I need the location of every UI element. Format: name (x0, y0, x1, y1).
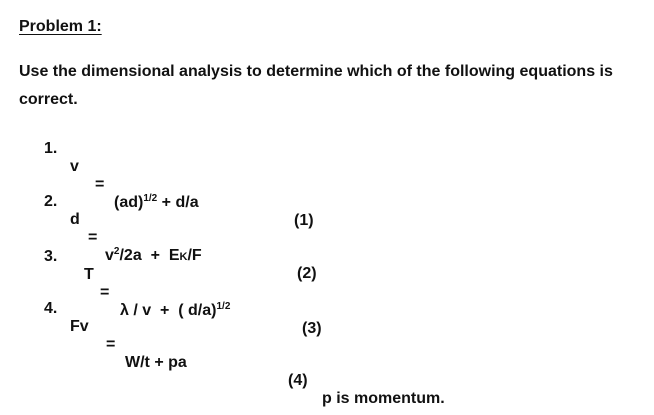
equation-2-rhs-subscript: K (179, 251, 188, 263)
equation-2-tag: (2) (297, 265, 317, 282)
equation-2-rhs-tail: /F (187, 247, 202, 264)
equation-1-lhs: v (70, 158, 79, 175)
equation-1-rhs-tail: + d/a (157, 194, 199, 211)
equation-1-rhs-base: (ad) (114, 194, 144, 211)
equation-3-number: 3. (44, 248, 58, 265)
problem-statement-line-2: correct. (19, 91, 78, 108)
equation-2-equals: = (88, 229, 98, 246)
equation-1-number: 1. (44, 140, 58, 157)
equation-2-rhs-exponent: 2 (113, 246, 120, 257)
equation-4-rhs: W/t + pa (125, 354, 187, 371)
equation-1-tag: (1) (294, 212, 314, 229)
equation-2-number: 2. (44, 193, 58, 210)
equation-4-lhs: Fv (70, 318, 89, 335)
equation-3-lhs: T (84, 266, 94, 283)
equation-1-rhs-exponent: 1/2 (143, 193, 158, 204)
problem-title: Problem 1: (19, 18, 102, 35)
problem-statement (19, 58, 639, 114)
equation-1-equals: = (95, 176, 105, 193)
equation-2-rhs-middle: /2a + E (119, 247, 180, 264)
equation-4-equals: = (106, 336, 116, 353)
equation-4-note: p is momentum. (322, 390, 445, 407)
equation-4-tag: (4) (288, 372, 308, 389)
equation-3-rhs-exponent: 1/2 (216, 301, 231, 312)
equation-4-number: 4. (44, 300, 58, 317)
problem-statement-line-1: Use the dimensional analysis to determine which of the following equations is (19, 63, 613, 80)
equation-3-rhs-base: λ / v + ( d/a) (120, 302, 217, 319)
equation-3-equals: = (100, 284, 110, 301)
equation-1 (0, 122, 654, 229)
equation-3-tag: (3) (302, 320, 322, 337)
equation-3-rhs (120, 302, 230, 320)
equation-2-lhs: d (70, 211, 80, 228)
equation-2-rhs-base: v (105, 247, 114, 264)
